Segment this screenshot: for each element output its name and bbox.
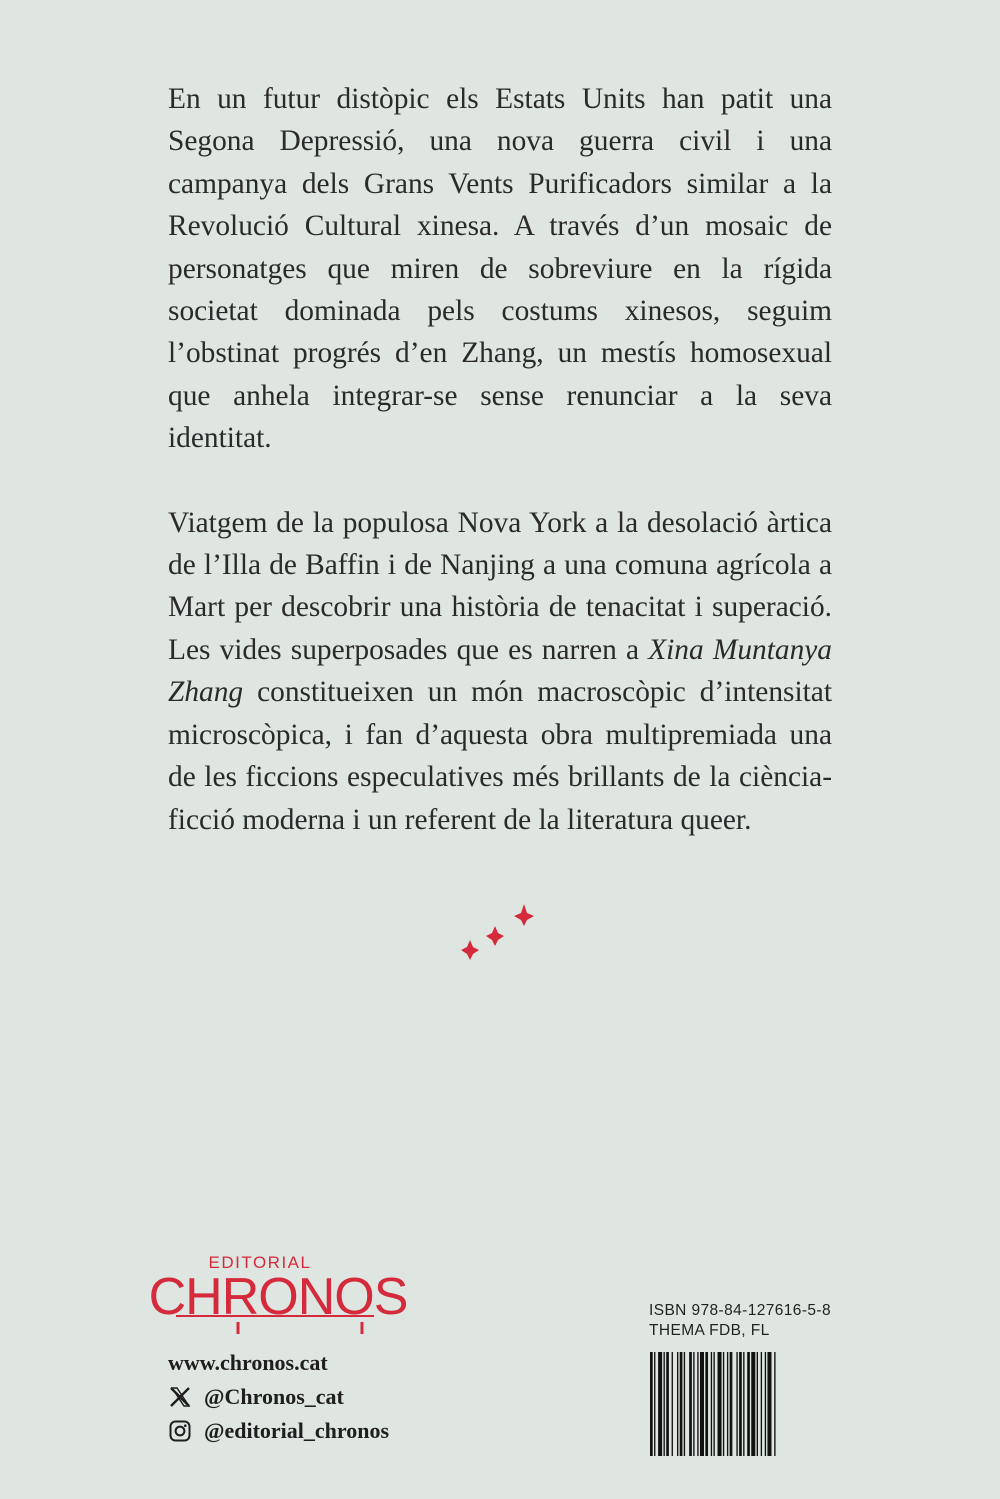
website-row xyxy=(168,1346,389,1380)
logo-chronos-text: CHRONOS xyxy=(148,1268,408,1326)
barcode-bar xyxy=(705,1352,708,1456)
barcode-bar xyxy=(666,1352,669,1456)
contact-info xyxy=(168,1346,389,1448)
logo-editorial-text: EDITORIAL xyxy=(208,1253,312,1272)
barcode-bar xyxy=(664,1352,665,1456)
isbn-info xyxy=(649,1301,831,1341)
barcode-bar xyxy=(684,1352,685,1456)
barcode-bar xyxy=(654,1352,655,1456)
x-row xyxy=(168,1380,389,1414)
x-handle-link[interactable]: @Chronos_cat xyxy=(204,1384,344,1409)
back-cover-blurb xyxy=(168,78,832,841)
thema-line: THEMA FDB, FL xyxy=(649,1322,770,1339)
barcode-bar xyxy=(767,1352,771,1456)
barcode-bar xyxy=(739,1352,742,1456)
barcode-bar xyxy=(751,1352,755,1456)
barcode-bar xyxy=(658,1352,662,1456)
barcode-bar xyxy=(689,1352,692,1456)
x-logo-icon xyxy=(168,1385,192,1409)
barcode-bar xyxy=(680,1352,683,1456)
blurb-paragraph-1: En un futur distòpic els Estats Units han patit una Segona Depressió, una nova guerra civil i una campanya dels Grans Vents Purificadors similar a la Revolució Cultural xinesa. A través d’un mosaic de personatges que miren de sobreviure en la rígida societat dominada pels costums xinesos, seguim l’obstinat progrés d’en Zhang, un mestís homosexual que anhela integrar-se sense renunciar a la seva identitat. xyxy=(168,83,832,455)
website-link[interactable]: www.chronos.cat xyxy=(168,1350,328,1375)
barcode-bar xyxy=(718,1352,722,1456)
isbn-line: ISBN 978-84-127616-5-8 xyxy=(649,1302,831,1319)
book-title: Xina Muntanya Zhang xyxy=(168,633,833,709)
barcode-bar xyxy=(693,1352,694,1456)
star-1 xyxy=(461,940,479,960)
publisher-logo xyxy=(148,1248,408,1334)
instagram-handle-link[interactable]: @editorial_chronos xyxy=(204,1418,390,1443)
star-3 xyxy=(514,904,534,926)
barcode-bar xyxy=(697,1352,698,1456)
barcode-bar xyxy=(765,1352,766,1456)
blurb-paragraph-2 xyxy=(168,502,832,841)
star-ornament xyxy=(452,898,552,973)
barcode-bar xyxy=(736,1352,737,1456)
barcode-bar xyxy=(723,1352,724,1456)
barcode-bar xyxy=(650,1352,653,1456)
barcode-bar xyxy=(727,1352,728,1456)
barcode-bar xyxy=(757,1352,758,1456)
barcode-bar xyxy=(761,1352,762,1456)
instagram-icon xyxy=(168,1419,192,1443)
barcode-bar xyxy=(700,1352,704,1456)
instagram-row xyxy=(168,1414,389,1448)
barcode-bar xyxy=(743,1352,744,1456)
barcode-bar xyxy=(774,1352,775,1456)
blurb-paragraph-2-start: Viatgem de la populosa Nova York a la desolació àrtica de l’Illa de Baffin i de Nanjing a una comuna agrícola a Mart per descobrir una història de tenacitat i superació. Les vides superposades que es narren a xyxy=(168,506,832,666)
barcode-bar xyxy=(677,1352,678,1456)
barcode-bar xyxy=(730,1352,733,1456)
barcode-bar xyxy=(711,1352,712,1456)
barcode xyxy=(649,1352,835,1456)
blurb-paragraph-2-end: constitueixen un món macroscòpic d’intensitat microscòpica, i fan d’aquesta obra multipremiada una de les ficcions especulatives més brillants de la ciència-ficció moderna i un referent de la literatura queer. xyxy=(168,676,832,836)
barcode-bar xyxy=(747,1352,750,1456)
barcode-bar xyxy=(713,1352,714,1456)
star-2 xyxy=(486,926,504,946)
barcode-bar xyxy=(672,1352,673,1456)
